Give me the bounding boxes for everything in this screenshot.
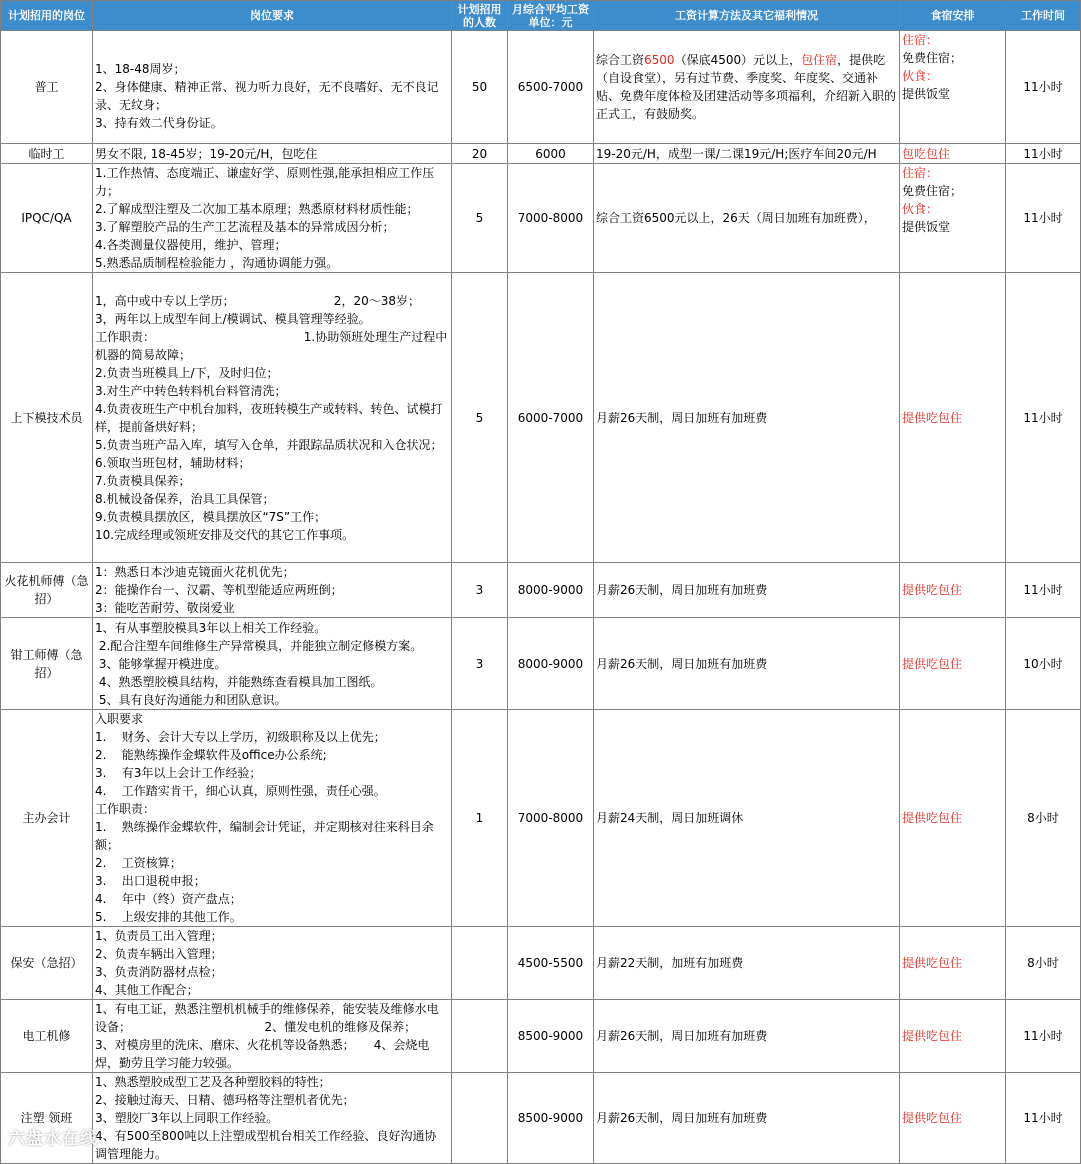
- post-cell: 上下模技术员: [1, 273, 93, 563]
- header-wage: 月综合平均工资单位：元: [508, 1, 594, 31]
- headcount-cell: [452, 1000, 508, 1073]
- benefit-text: 19-20元/H，成型一课/二课19元/H;医疗车间20元/H: [596, 146, 877, 161]
- benefit-text: ，提供吃（自设食堂），另有过节费、季度奖、年度奖、交通补贴、免费年度体检及团建活动等多项福利，介绍新入职的正式工，有鼓励奖。: [596, 53, 897, 121]
- board-lodging-cell: [900, 144, 1006, 164]
- board-lodging-line: 住宿：: [902, 166, 939, 180]
- headcount-cell: 5: [452, 273, 508, 563]
- board-lodging-text: 提供吃包住: [902, 811, 963, 825]
- headcount-cell: 50: [452, 31, 508, 144]
- header-requirements: 岗位要求: [93, 1, 452, 31]
- hours-cell: 8小时: [1006, 927, 1081, 1000]
- wage-cell: 4500-5500: [508, 927, 594, 1000]
- board-lodging-line: 伙食：: [902, 202, 939, 216]
- hours-cell: 11小时: [1006, 144, 1081, 164]
- hours-cell: 11小时: [1006, 31, 1081, 144]
- post-cell: 主办会计: [1, 710, 93, 927]
- header-board-lodging: 食宿安排: [900, 1, 1006, 31]
- board-lodging-cell: [900, 31, 1006, 144]
- board-lodging-cell: [900, 710, 1006, 927]
- benefits-cell: [594, 144, 900, 164]
- post-cell: 电工机修: [1, 1000, 93, 1073]
- requirements-cell: 1.工作热情、态度端正、谦虚好学、原则性强,能承担相应工作压力； 2.了解成型注塑及二次加工基本原理；熟悉原材料材质性能； 3.了解塑胶产品的生产工艺流程及基本的异常成因分析； 4.各类测量仪器使用，维护、管理； 5.熟悉品质制程检验能力 ，沟通协调能力强。: [93, 164, 452, 273]
- board-lodging-line: 提供饭堂: [902, 87, 951, 101]
- post-cell: IPQC/QA: [1, 164, 93, 273]
- wage-cell: 6000: [508, 144, 594, 164]
- benefit-text: 综合工资6500元以上，26天（周日加班有加班费），: [596, 211, 876, 225]
- table-row: [1, 164, 1081, 273]
- requirements-cell: 1、熟悉塑胶成型工艺及各种塑胶料的特性； 2、接触过海天、日精、德玛格等注塑机者优先； 3、塑胶厂3年以上同职工作经验。 4、有500至800吨以上注塑成型机台相关工作经验、良好沟通协调管理能力。: [93, 1073, 452, 1164]
- benefits-cell: [594, 273, 900, 563]
- headcount-cell: 20: [452, 144, 508, 164]
- wage-cell: 8500-9000: [508, 1073, 594, 1164]
- board-lodging-text: 提供吃包住: [902, 656, 963, 671]
- hours-cell: 11小时: [1006, 1000, 1081, 1073]
- hours-cell: 11小时: [1006, 563, 1081, 618]
- benefit-text: 月薪26天制，周日加班有加班费: [596, 410, 768, 425]
- board-lodging-cell: [900, 1000, 1006, 1073]
- board-lodging-text: 提供吃包住: [902, 1029, 963, 1043]
- wage-cell: 8000-9000: [508, 618, 594, 710]
- board-lodging-text: 提供吃包住: [902, 583, 963, 597]
- requirements-cell: 1，高中或中专以上学历； 2，20～38岁； 3，两年以上成型车间上/模调试、模具管理等经验。 工作职责： 1.协助领班处理生产过程中机器的简易故障； 2.负责当班模具上/下，及时归位； 3.对生产中转色转料机台料管清洗； 4.负责夜班生产中机台加料，夜班转模生产或转料、转色、试模打样，提前备烘好料； 5.负责当班产品入库，填写入仓单，并跟踪品质状况和入仓状况； 6.领取当班包材，辅助材料； 7.负责模具保养； 8.机械设备保养，治具工具保管； 9.负责模具摆放区，模具摆放区“7S”工作； 10.完成经理或领班安排及交代的其它工作事项。: [93, 273, 452, 563]
- wage-cell: 7000-8000: [508, 710, 594, 927]
- wage-cell: 6500-7000: [508, 31, 594, 144]
- requirements-cell: 1：熟悉日本沙迪克镜面火花机优先； 2：能操作台一、汉霸、等机型能适应两班倒； 3：能吃苦耐劳、敬岗爱业: [93, 563, 452, 618]
- post-cell: 普工: [1, 31, 93, 144]
- benefits-cell: [594, 927, 900, 1000]
- benefits-cell: [594, 618, 900, 710]
- wage-cell: 8500-9000: [508, 1000, 594, 1073]
- board-lodging-cell: [900, 273, 1006, 563]
- board-lodging-cell: [900, 927, 1006, 1000]
- headcount-cell: 3: [452, 563, 508, 618]
- benefits-cell: [594, 1000, 900, 1073]
- header-benefits: 工资计算方法及其它福利情况: [594, 1, 900, 31]
- watermark: 六盘水在线: [8, 1129, 98, 1149]
- hours-cell: 11小时: [1006, 1073, 1081, 1164]
- post-cell: 保安（急招）: [1, 927, 93, 1000]
- board-lodging-line: 免费住宿；: [902, 184, 963, 198]
- requirements-cell: 1、有电工证，熟悉注塑机机械手的维修保养，能安装及维修水电设备； 2、懂发电机的维修及保养； 3、对模房里的洗床、磨床、火花机等设备熟悉； 4、会烧电焊，勤劳且学习能力较强。: [93, 1000, 452, 1073]
- headcount-cell: 5: [452, 164, 508, 273]
- requirements-cell: 1、18-48周岁； 2、身体健康、精神正常、视力听力良好，无不良嗜好、无不良记录、无纹身； 3、持有效二代身份证。: [93, 31, 452, 144]
- board-lodging-line: 伙食：: [902, 69, 939, 83]
- requirements-cell: 入职要求 1. 财务、会计大专以上学历，初级职称及以上优先； 2. 能熟练操作金蝶软件及office办公系统; 3. 有3年以上会计工作经验； 4. 工作踏实肯干，细心认真，原则性强，责任心强。 工作职责： 1. 熟练操作金蝶软件，编制会计凭证，并定期核对往来科目余额； 2. 工资核算； 3. 出口退税申报； 4. 年中（终）资产盘点； 5. 上级安排的其他工作。: [93, 710, 452, 927]
- benefit-text: 月薪22天制，加班有加班费: [596, 956, 744, 970]
- board-lodging-line: 免费住宿；: [902, 51, 963, 65]
- post-cell: 注塑 领班: [1, 1073, 93, 1164]
- headcount-cell: [452, 927, 508, 1000]
- benefit-text: 月薪26天制，周日加班有加班费: [596, 1029, 768, 1043]
- post-cell: 临时工: [1, 144, 93, 164]
- headcount-cell: 1: [452, 710, 508, 927]
- table-row: [1, 927, 1081, 1000]
- table-row: [1, 31, 1081, 144]
- board-lodging-line: 住宿：: [902, 33, 939, 47]
- benefit-text: 综合工资: [596, 53, 645, 67]
- header-hours: 工作时间: [1006, 1, 1081, 31]
- board-lodging-text: 包吃包住: [902, 146, 951, 161]
- benefits-cell: [594, 164, 900, 273]
- board-lodging-text: 提供吃包住: [902, 1111, 963, 1125]
- hours-cell: 10小时: [1006, 618, 1081, 710]
- wage-cell: 8000-9000: [508, 563, 594, 618]
- table-row: [1, 710, 1081, 927]
- table-row: [1, 563, 1081, 618]
- table-row: [1, 144, 1081, 164]
- post-cell: 火花机师傅（急招）: [1, 563, 93, 618]
- benefit-text: 6500: [644, 53, 675, 67]
- benefit-text: 月薪24天制，周日加班调休: [596, 811, 744, 825]
- table-row: [1, 1000, 1081, 1073]
- table-row: [1, 1073, 1081, 1164]
- header-post: 计划招用的岗位: [1, 1, 93, 31]
- board-lodging-cell: [900, 563, 1006, 618]
- headcount-cell: [452, 1073, 508, 1164]
- board-lodging-cell: [900, 1073, 1006, 1164]
- benefit-text: 月薪26天制，周日加班有加班费: [596, 656, 768, 671]
- board-lodging-line: 提供饭堂: [902, 220, 951, 234]
- hours-cell: 8小时: [1006, 710, 1081, 927]
- headcount-cell: 3: [452, 618, 508, 710]
- board-lodging-text: 提供吃包住: [902, 410, 963, 425]
- requirements-cell: 1、有从事塑胶模具3年以上相关工作经验。 2.配合注塑车间维修生产异常模具，并能独立制定修模方案。 3、能够掌握开模进度。 4、熟悉塑胶模具结构，并能熟练查看模具加工图纸。 5、具有良好沟通能力和团队意识。: [93, 618, 452, 710]
- benefit-text: 月薪26天制，周日加班有加班费: [596, 583, 768, 597]
- wage-cell: 7000-8000: [508, 164, 594, 273]
- header-row: [1, 1, 1081, 31]
- hours-cell: 11小时: [1006, 273, 1081, 563]
- wage-cell: 6000-7000: [508, 273, 594, 563]
- table-row: [1, 618, 1081, 710]
- benefit-text: 包住宿: [801, 53, 838, 67]
- benefits-cell: [594, 563, 900, 618]
- table-row: [1, 273, 1081, 563]
- requirements-cell: 男女不限, 18-45岁；19-20元/H，包吃住: [93, 144, 452, 164]
- benefits-cell: [594, 710, 900, 927]
- board-lodging-cell: [900, 618, 1006, 710]
- requirements-cell: 1、负责员工出入管理； 2、负责车辆出入管理； 3、负责消防器材点检； 4、其他工作配合；: [93, 927, 452, 1000]
- benefit-text: 月薪26天制，周日加班有加班费: [596, 1111, 768, 1125]
- hours-cell: 11小时: [1006, 164, 1081, 273]
- post-cell: 钳工师傅（急招）: [1, 618, 93, 710]
- board-lodging-cell: [900, 164, 1006, 273]
- board-lodging-text: 提供吃包住: [902, 956, 963, 970]
- benefit-text: （保底4500）元以上，: [674, 53, 802, 67]
- table-body: [1, 31, 1081, 1164]
- header-headcount: 计划招用的人数: [452, 1, 508, 31]
- benefits-cell: [594, 1073, 900, 1164]
- benefits-cell: [594, 31, 900, 144]
